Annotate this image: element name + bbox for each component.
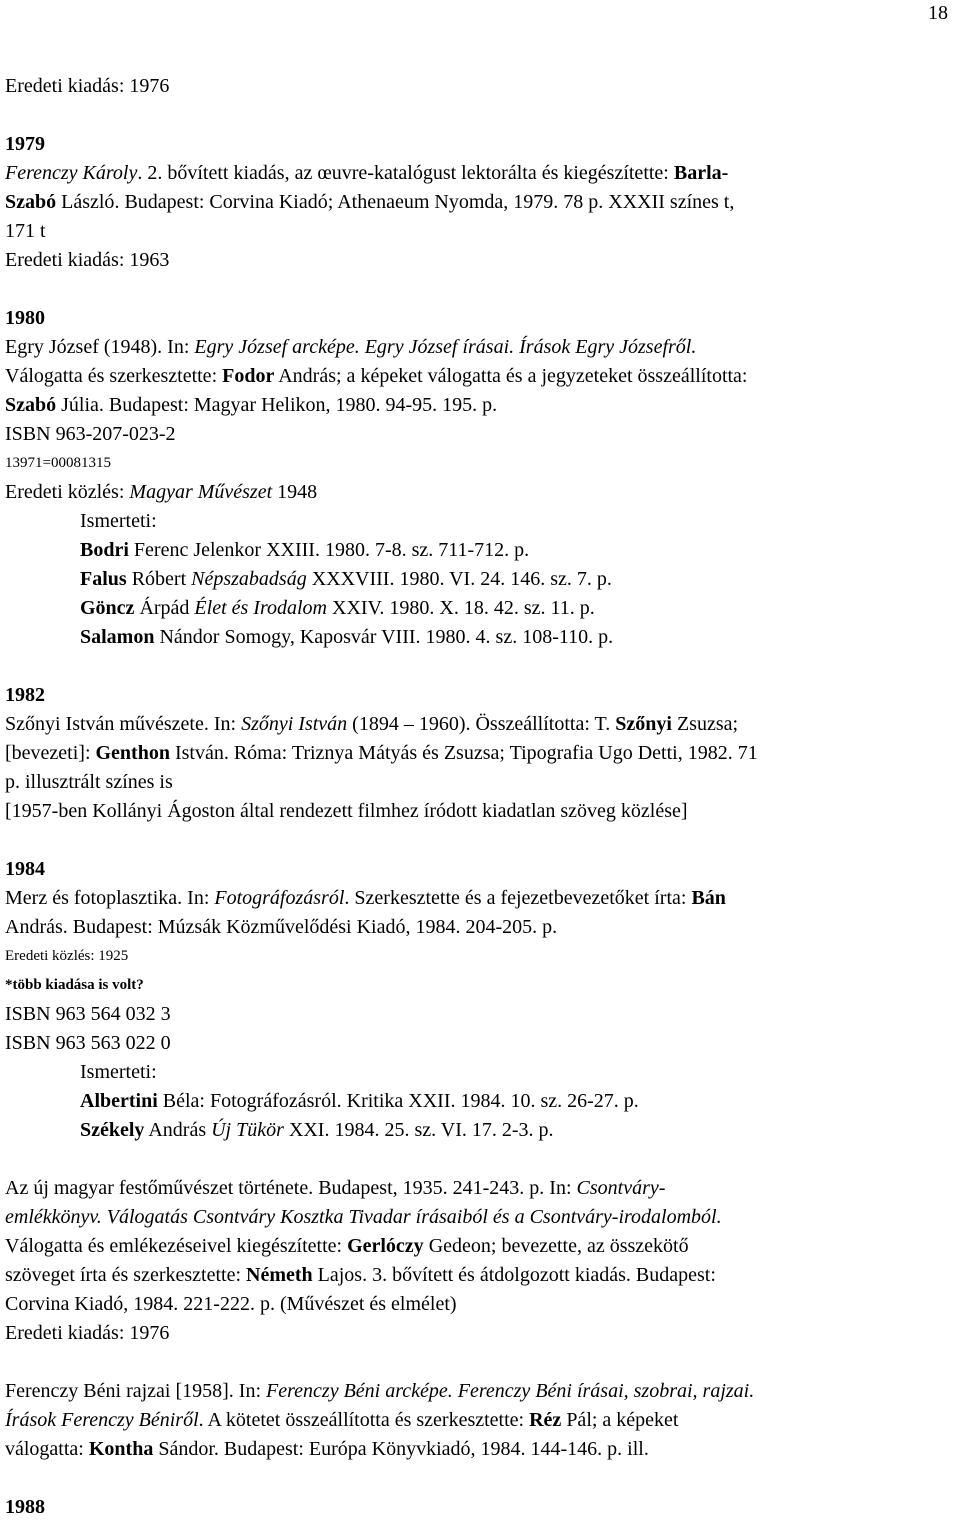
page-number: 18 — [928, 2, 948, 24]
entry-original-edition: Eredeti kiadás: 1976 — [5, 75, 170, 97]
line: Eredeti közlés: Magyar Művészet 1948 — [5, 481, 318, 503]
original-publication: Eredeti közlés: 1925 — [5, 948, 129, 964]
line: Eredeti kiadás: 1976 — [5, 1322, 170, 1344]
reviews-label: Ismerteti: — [80, 510, 157, 532]
year-heading-1982: 1982 — [5, 684, 45, 706]
bibliography — [5, 72, 950, 1522]
line: Ferenczy Károly. 2. bővített kiadás, az œuvre-katalógust lektorálta és kiegészítette: Barla- — [5, 162, 729, 184]
line: emlékkönyv. Válogatás Csontváry Kosztka Tivadar írásaiból és a Csontváry-irodalomból. — [5, 1206, 722, 1228]
line: szöveget írta és szerkesztette: Németh Lajos. 3. bővített és átdolgozott kiadás. Budapest: — [5, 1264, 716, 1286]
isbn: ISBN 963-207-023-2 — [5, 423, 176, 445]
reviews-label: Ismerteti: — [80, 1061, 157, 1083]
entry-csontvary — [5, 1174, 950, 1348]
line: Írások Ferenczy Béniről. A kötetet összeállította és szerkesztette: Réz Pál; a képeket — [5, 1409, 679, 1431]
year-heading-1988: 1988 — [5, 1496, 45, 1518]
review-item: Göncz Árpád Élet és Irodalom XXIV. 1980. X. 18. 42. sz. 11. p. — [80, 597, 595, 619]
entry-merz-fotoplasztika — [5, 884, 950, 1145]
line: Eredeti kiadás: 1963 — [5, 249, 170, 271]
line: Ferenczy Béni rajzai [1958]. In: Ferenczy Béni arcképe. Ferenczy Béni írásai, szobrai, rajzai. — [5, 1380, 755, 1402]
line: Válogatta és szerkesztette: Fodor András; a képeket válogatta és a jegyzeteket összeállította: — [5, 365, 748, 387]
line: 171 t — [5, 220, 46, 242]
review-item: Salamon Nándor Somogy, Kaposvár VIII. 1980. 4. sz. 108-110. p. — [80, 626, 614, 648]
line: Szabó Júlia. Budapest: Magyar Helikon, 1980. 94-95. 195. p. — [5, 394, 498, 416]
isbn: ISBN 963 563 022 0 — [5, 1032, 171, 1054]
review-item: Albertini Béla: Fotográfozásról. Kritika XXII. 1984. 10. sz. 26-27. p. — [80, 1090, 639, 1112]
review-item: Bodri Ferenc Jelenkor XXIII. 1980. 7-8. sz. 711-712. p. — [80, 539, 530, 561]
year-heading-1984: 1984 — [5, 858, 45, 880]
review-item: Falus Róbert Népszabadság XXXVIII. 1980. VI. 24. 146. sz. 7. p. — [80, 568, 612, 590]
line: Válogatta és emlékezéseivel kiegészítette: Gerlóczy Gedeon; bevezette, az összekötő — [5, 1235, 689, 1257]
line: Merz és fotoplasztika. In: Fotográfozásról. Szerkesztette és a fejezetbevezetőket írta: Bán — [5, 887, 726, 909]
line: Egry József (1948). In: Egry József arcképe. Egry József írásai. Írások Egry Józsefről. — [5, 336, 697, 358]
note: *több kiadása is volt? — [5, 977, 144, 993]
entry-szonyi-istvan — [5, 710, 950, 826]
line: [bevezeti]: Genthon István. Róma: Triznya Mátyás és Zsuzsa; Tipografia Ugo Detti, 1982. 71 — [5, 742, 758, 764]
year-heading-1979: 1979 — [5, 133, 45, 155]
line: Corvina Kiadó, 1984. 221-222. p. (Művészet és elmélet) — [5, 1293, 457, 1315]
line: válogatta: Kontha Sándor. Budapest: Európa Könyvkiadó, 1984. 144-146. p. ill. — [5, 1438, 649, 1460]
line: p. illusztrált színes is — [5, 771, 173, 793]
year-heading-1980: 1980 — [5, 307, 45, 329]
entry-egry-jozsef — [5, 333, 950, 652]
line: [1957-ben Kollányi Ágoston által rendezett filmhez íródott kiadatlan szöveg közlése] — [5, 800, 688, 822]
entry-ferenczy-beni — [5, 1377, 950, 1464]
line: Szabó László. Budapest: Corvina Kiadó; Athenaeum Nyomda, 1979. 78 p. XXXII színes t, — [5, 191, 735, 213]
review-item: Székely András Új Tükör XXI. 1984. 25. sz. VI. 17. 2-3. p. — [80, 1119, 554, 1141]
catalog-code: 13971=00081315 — [5, 455, 111, 471]
line: András. Budapest: Múzsák Közművelődési Kiadó, 1984. 204-205. p. — [5, 916, 558, 938]
isbn: ISBN 963 564 032 3 — [5, 1003, 171, 1025]
entry-ferenczy-karoly — [5, 159, 950, 275]
line: Az új magyar festőművészet története. Budapest, 1935. 241-243. p. In: Csontváry- — [5, 1177, 666, 1199]
line: Szőnyi István művészete. In: Szőnyi István (1894 – 1960). Összeállította: T. Szőnyi Zsuzsa; — [5, 713, 739, 735]
